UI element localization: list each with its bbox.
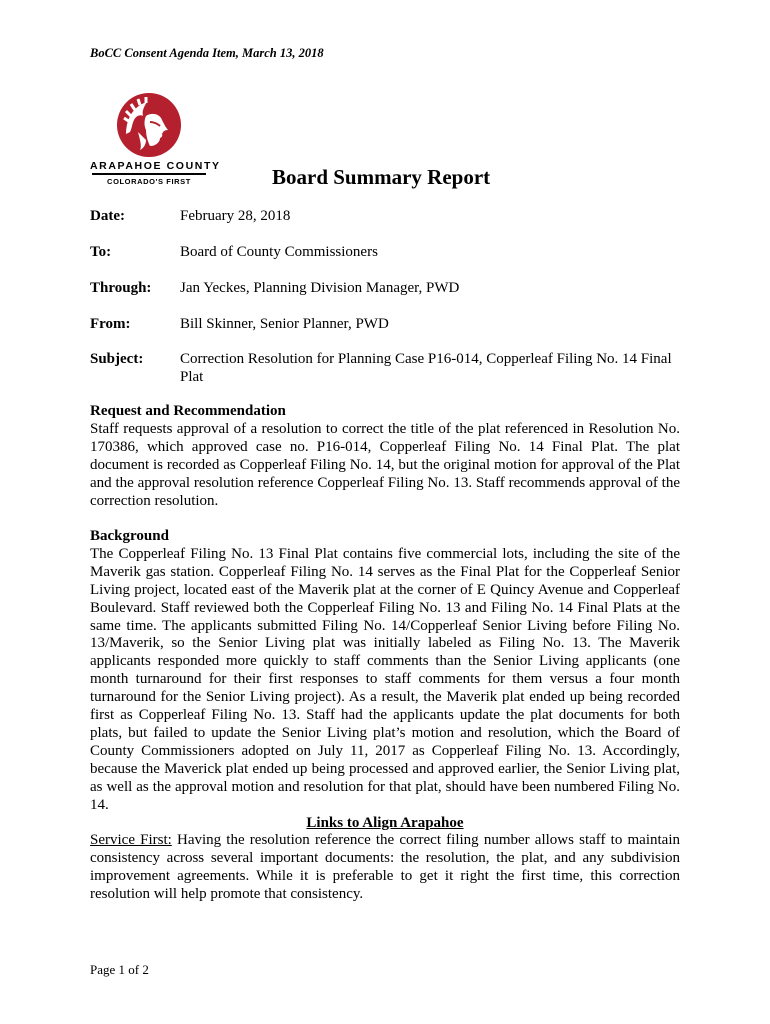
links-heading: Links to Align Arapahoe — [306, 815, 464, 831]
county-tagline: COLORADO'S FIRST — [107, 177, 191, 186]
request-section — [90, 403, 680, 510]
meta-label: To: — [90, 244, 112, 260]
background-section — [90, 528, 680, 815]
service-first-paragraph — [90, 832, 680, 904]
meta-label: Date: — [90, 208, 125, 224]
meta-value: Jan Yeckes, Planning Division Manager, PWD — [180, 280, 460, 296]
background-heading: Background — [90, 528, 169, 544]
page-number: Page 1 of 2 — [90, 962, 149, 977]
meta-label: Through: — [90, 280, 152, 296]
background-text: The Copperleaf Filing No. 13 Final Plat contains five commercial lots, including the site of the Maverik gas station. Copperleaf Filing No. 14 serves as the Final Plat for the Copperleaf Senior Living project, located east of the Maverik plat at the corner of E Quincy Avenue and Copperleaf Boulevard. Staff reviewed both the Copperleaf Filing No. 13 and Filing No. 14 Final Plats at the same time. The applicants submitted Filing No. 14/Copperleaf Senior Living before Filing No. 13/Maverik, so the Senior Living plat was initially labeled as Filing No. 13. The Maverik applicants responded more quickly to staff comments than the Senior Living applicants (one month turnaround for their first responses to staff comments for them versus a four month turnaround for the Senior Living project). As a result, the Maverik plat ended up being recorded first as Copperleaf Filing No. 13. Staff had the applicants update the plat documents for both plats, but failed to update the Senior Living plat’s motion and resolution, which the Board of County Commissioners adopted on July 11, 2017 as Copperleaf Filing No. 13. Accordingly, because the Maverick plat ended up being processed and approved earlier, the Senior Living plat, as well as the approval motion and resolution for that plat, should have been numbered Filing No. 14. — [90, 545, 680, 813]
service-first-label: Service First: — [90, 832, 172, 848]
page-title: Board Summary Report — [272, 165, 491, 189]
request-text: Staff requests approval of a resolution to correct the title of the plat referenced in Resolution No. 170386, which approved case no. P16-014, Copperleaf Filing No. 14 Final Plat. The plat document is recorded as Copperleaf Filing No. 14, but the original motion for approval of the Plat and the approval resolution reference Copperleaf Filing No. 13. Staff recommends approval of the correction resolution. — [90, 420, 680, 509]
request-heading: Request and Recommendation — [90, 403, 286, 419]
meta-value: Correction Resolution for Planning Case P16-014, Copperleaf Filing No. 14 Final Plat — [180, 351, 672, 385]
meta-value: Bill Skinner, Senior Planner, PWD — [180, 316, 389, 332]
meta-value: Board of County Commissioners — [180, 244, 378, 260]
consent-agenda-line: BoCC Consent Agenda Item, March 13, 2018 — [90, 46, 324, 60]
arapahoe-county-logo — [90, 92, 221, 188]
logo-divider — [92, 173, 206, 175]
service-first-text: Having the resolution reference the correct filing number allows staff to maintain consistency across several important documents: the resolution, the plat, and any subdivision improvement agreements. While it is preferable to get it right the first time, this correction resolution will help promote that consistency. — [90, 832, 680, 902]
indian-head-emblem-icon — [116, 92, 182, 158]
meta-label: Subject: — [90, 351, 144, 367]
meta-label: From: — [90, 316, 131, 332]
meta-value: February 28, 2018 — [180, 208, 291, 224]
county-name: ARAPAHOE COUNTY — [90, 160, 221, 172]
